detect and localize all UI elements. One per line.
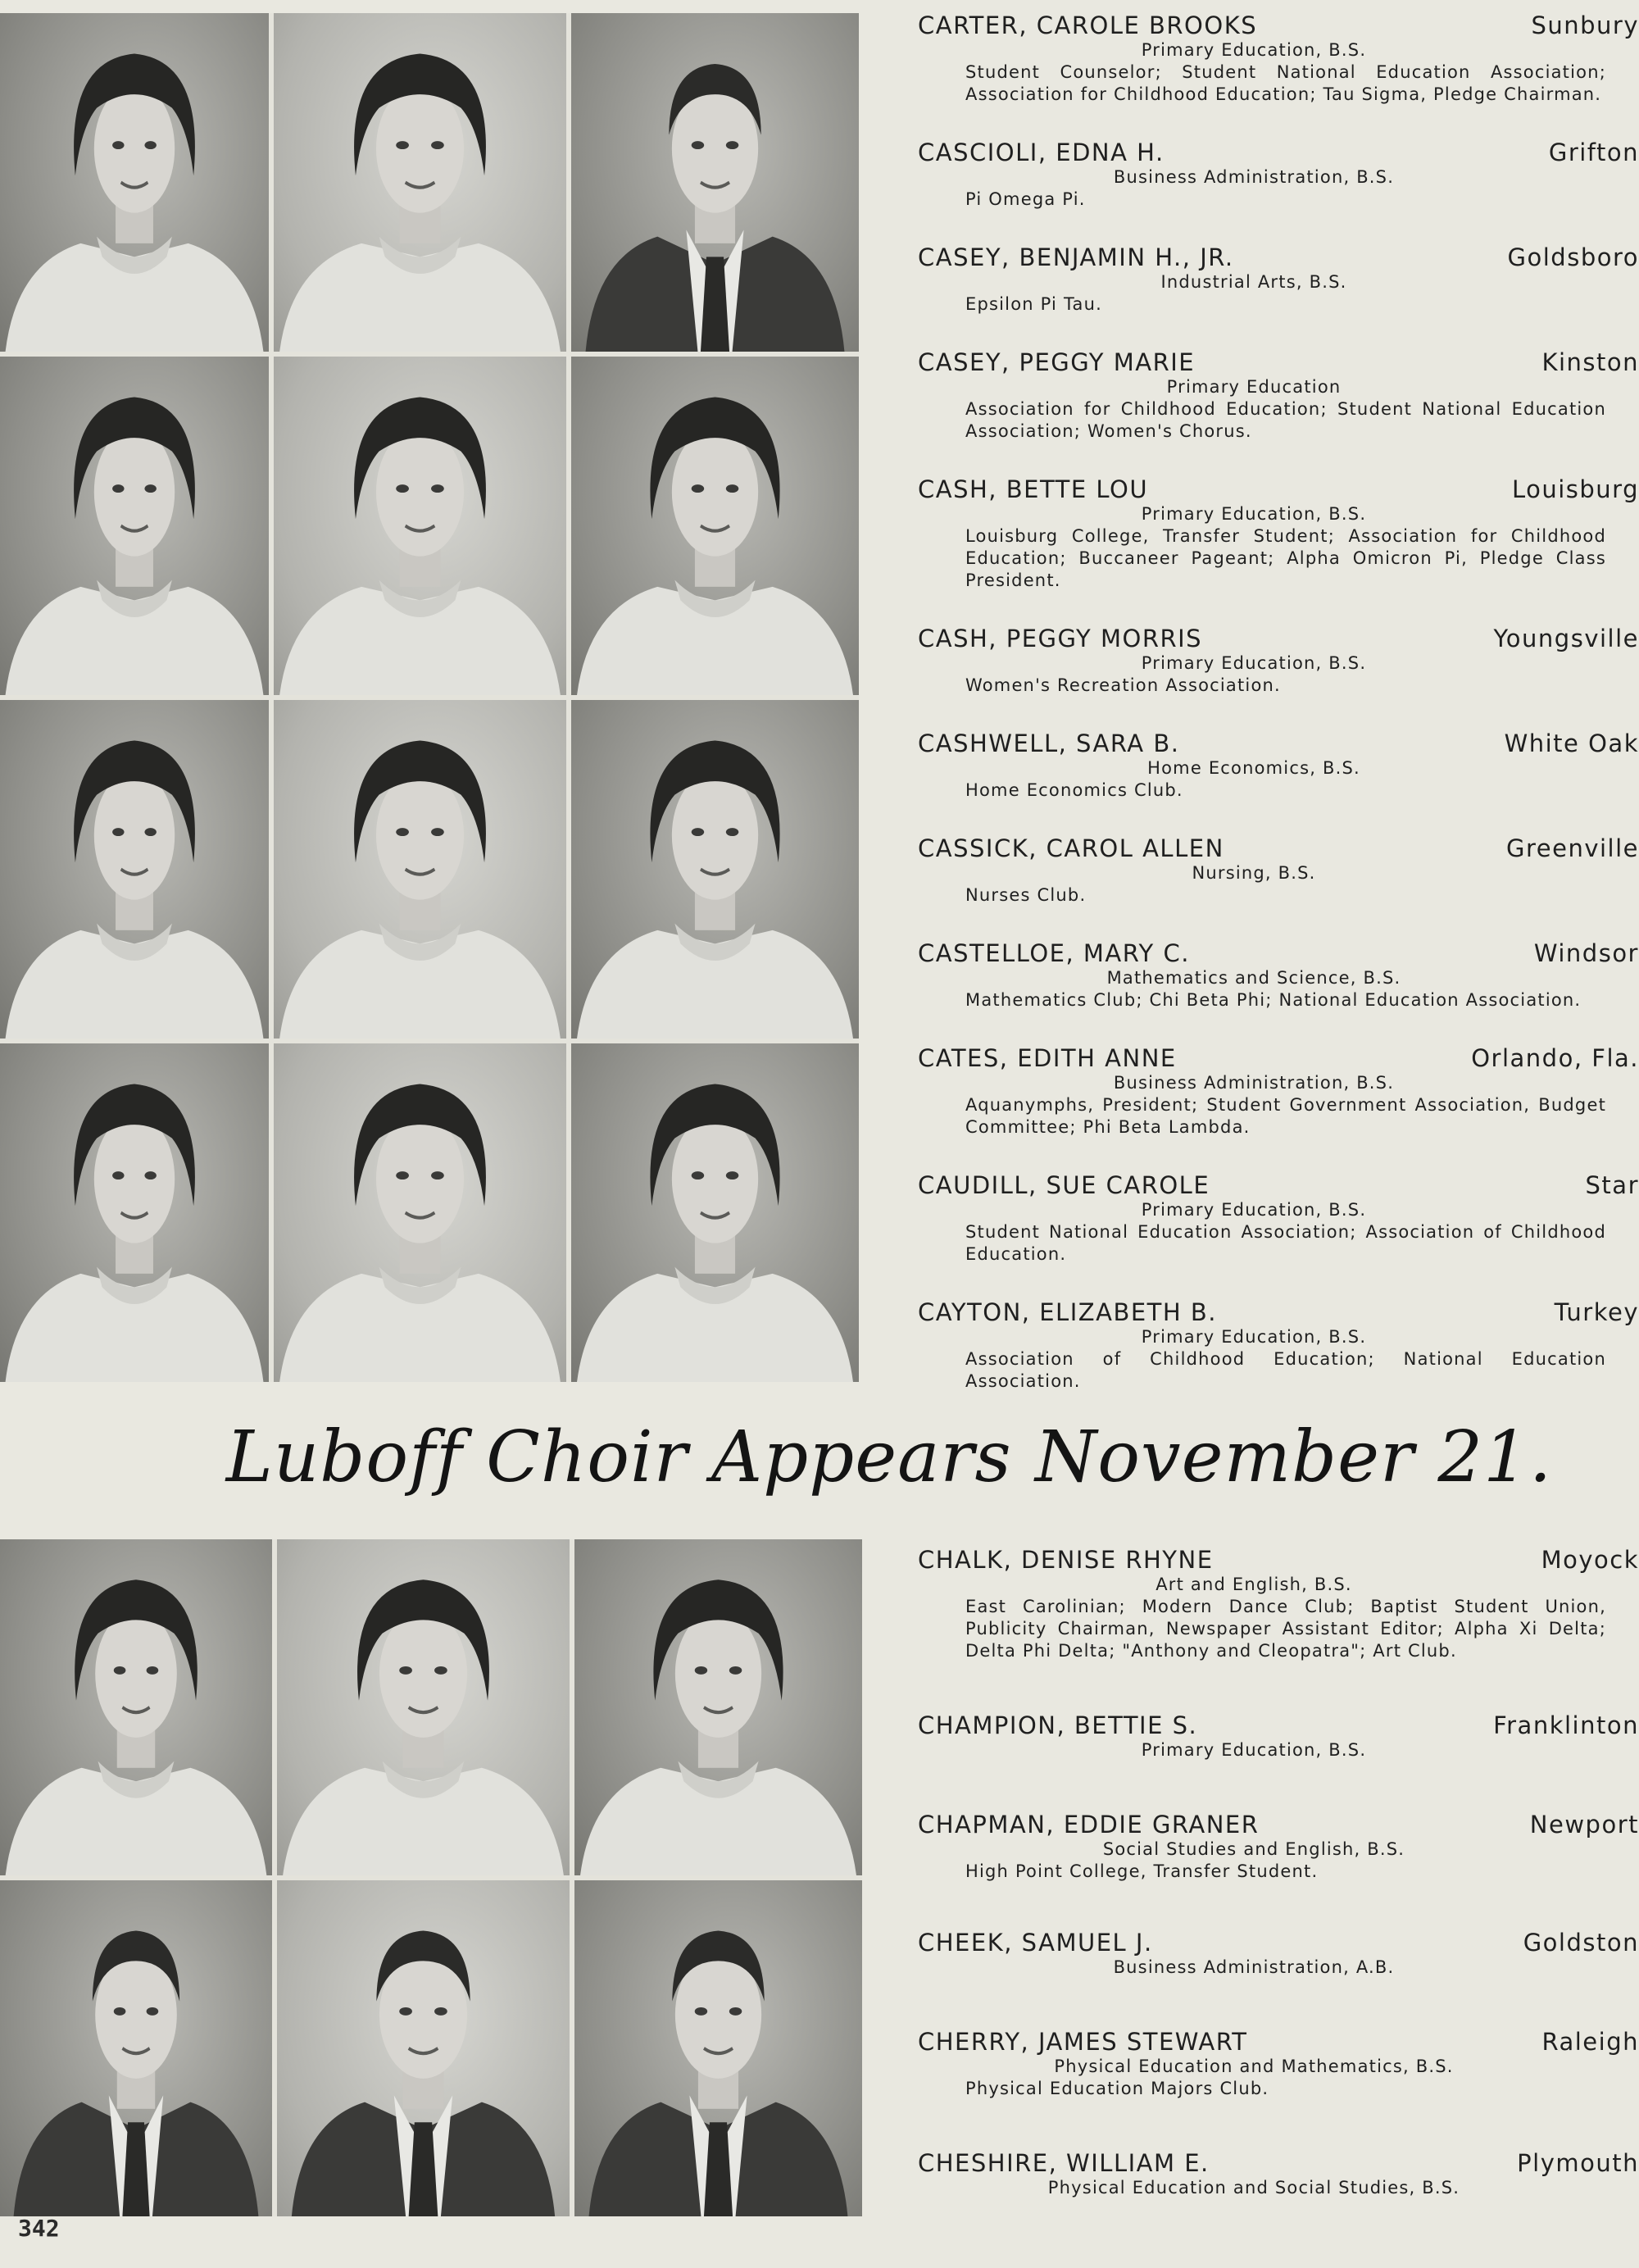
degree: Primary Education [1166,377,1342,397]
student-name: CASH, PEGGY MORRIS [918,625,1203,652]
student-entry [918,139,1639,211]
portrait-grid-top [0,13,859,1382]
entry-heading [918,625,1639,652]
hometown: Raleigh [1541,2028,1639,2056]
entry-heading [918,2149,1639,2177]
student-name: CASEY, BENJAMIN H., JR. [918,243,1234,271]
student-portrait [0,700,269,1039]
degree: Primary Education, B.S. [1141,40,1367,60]
activities: Aquanymphs, President; Student Government Association, Budget Committee; Phi Beta Lambda. [965,1095,1606,1137]
student-portrait [274,13,566,352]
student-entry [918,834,1639,907]
hometown: Goldston [1523,1929,1639,1957]
student-name: CASH, BETTE LOU [918,475,1149,503]
activities: Louisburg College, Transfer Student; Association for Childhood Education; Buccaneer Pageant; Alpha Omicron Pi, Pledge Class President. [965,526,1606,590]
hometown: Grifton [1548,139,1639,166]
student-entry [918,1298,1639,1393]
student-name: CASSICK, CAROL ALLEN [918,834,1224,862]
degree: Business Administration, A.B. [1113,1957,1395,1977]
student-name: CHERRY, JAMES STEWART [918,2028,1248,2056]
activities: Physical Education Majors Club. [965,2079,1269,2098]
hometown: Goldsboro [1507,243,1639,271]
hometown: Star [1585,1171,1639,1199]
student-name: CASEY, PEGGY MARIE [918,348,1196,376]
headline: Luboff Choir Appears November 21. [225,1416,1553,1498]
hometown: Youngsville [1493,625,1639,652]
hometown: Orlando, Fla. [1471,1044,1639,1072]
hometown: Plymouth [1517,2149,1639,2177]
entry-heading [918,1546,1639,1574]
student-entry [918,1171,1639,1266]
degree: Home Economics, B.S. [1147,758,1360,778]
student-name: CAYTON, ELIZABETH B. [918,1298,1218,1326]
entry-heading [918,1929,1639,1957]
hometown: Windsor [1533,939,1639,967]
degree: Primary Education, B.S. [1141,653,1367,673]
activities: Pi Omega Pi. [965,189,1086,209]
student-entry [918,729,1639,802]
activities: Nurses Club. [965,885,1087,905]
activities: Home Economics Club. [965,780,1183,800]
student-portrait [0,13,269,352]
student-name: CHEEK, SAMUEL J. [918,1929,1153,1957]
hometown: Greenville [1506,834,1639,862]
activities: Student National Education Association; Association of Childhood Education. [965,1222,1606,1264]
activities: Association of Childhood Education; National Education Association. [965,1349,1606,1391]
hometown: Newport [1529,1811,1639,1838]
student-entry [918,939,1639,1011]
student-entry [918,2028,1639,2100]
hometown: Sunbury [1531,11,1639,39]
student-entries-bottom [918,1546,1639,2199]
entry-heading [918,1171,1639,1199]
student-portrait [571,1043,859,1382]
activities: Association for Childhood Education; Student National Education Association; Women's Chorus. [965,399,1606,441]
degree: Primary Education, B.S. [1141,504,1367,524]
entry-heading [918,1711,1639,1739]
hometown: Moyock [1541,1546,1639,1574]
hometown: Franklinton [1493,1711,1639,1739]
hometown: White Oak [1504,729,1639,757]
student-name: CAUDILL, SUE CAROLE [918,1171,1210,1199]
student-entries-top [918,11,1639,1393]
student-portrait [0,357,269,695]
activities: Epsilon Pi Tau. [965,294,1102,314]
student-entry [918,11,1639,106]
degree: Nursing, B.S. [1192,863,1316,883]
student-portrait [571,700,859,1039]
student-entry [918,1546,1639,1662]
student-portrait [277,1539,570,1875]
hometown: Kinston [1541,348,1639,376]
activities: Women's Recreation Association. [965,675,1281,695]
student-entry [918,1929,1639,1979]
entry-heading [918,139,1639,166]
entry-heading [918,475,1639,503]
student-name: CASHWELL, SARA B. [918,729,1180,757]
student-name: CASCIOLI, EDNA H. [918,139,1165,166]
hometown: Louisburg [1511,475,1639,503]
degree: Primary Education, B.S. [1141,1200,1367,1220]
entry-heading [918,939,1639,967]
entry-heading [918,243,1639,271]
entry-heading [918,1811,1639,1838]
degree: Mathematics and Science, B.S. [1106,968,1401,988]
activities: High Point College, Transfer Student. [965,1861,1319,1881]
activities: Student Counselor; Student National Education Association; Association for Childhood Education; Tau Sigma, Pledge Chairman. [965,62,1606,104]
entry-heading [918,348,1639,376]
student-name: CHALK, DENISE RHYNE [918,1546,1214,1574]
entry-heading [918,2028,1639,2056]
student-portrait [0,1539,272,1875]
student-name: CATES, EDITH ANNE [918,1044,1177,1072]
activities: East Carolinian; Modern Dance Club; Baptist Student Union, Publicity Chairman, Newspaper Assistant Editor; Alpha Xi Delta; Delta Phi Delta; "Anthony and Cleopatra"; Art Club. [965,1597,1606,1661]
degree: Business Administration, B.S. [1113,1073,1395,1093]
student-portrait [574,1539,862,1875]
degree: Physical Education and Social Studies, B.S. [1047,2178,1460,2198]
degree: Industrial Arts, B.S. [1160,272,1347,292]
student-portrait [274,1043,566,1382]
student-name: CARTER, CAROLE BROOKS [918,11,1258,39]
entry-heading [918,729,1639,757]
student-portrait [0,1880,272,2216]
student-name: CHESHIRE, WILLIAM E. [918,2149,1210,2177]
student-entry [918,1044,1639,1139]
student-entry [918,1711,1639,1761]
activities: Mathematics Club; Chi Beta Phi; National Education Association. [965,990,1582,1010]
entry-heading [918,11,1639,39]
page-number: 342 [18,2215,60,2242]
student-entry [918,2149,1639,2199]
student-portrait [571,13,859,352]
portrait-grid-bottom [0,1539,862,2216]
entry-heading [918,1298,1639,1326]
entry-heading [918,1044,1639,1072]
student-name: CHAMPION, BETTIE S. [918,1711,1198,1739]
entry-heading [918,834,1639,862]
student-portrait [571,357,859,695]
student-name: CASTELLOE, MARY C. [918,939,1190,967]
student-portrait [0,1043,269,1382]
hometown: Turkey [1554,1298,1639,1326]
student-entry [918,625,1639,697]
student-entry [918,243,1639,316]
student-entry [918,348,1639,443]
degree: Business Administration, B.S. [1113,167,1395,187]
student-portrait [277,1880,570,2216]
student-portrait [274,357,566,695]
degree: Social Studies and English, B.S. [1102,1839,1405,1859]
degree: Primary Education, B.S. [1141,1740,1367,1760]
student-entry [918,1811,1639,1883]
student-portrait [574,1880,862,2216]
student-name: CHAPMAN, EDDIE GRANER [918,1811,1260,1838]
student-portrait [274,700,566,1039]
student-entry [918,475,1639,592]
degree: Physical Education and Mathematics, B.S. [1054,2057,1454,2076]
degree: Art and English, B.S. [1155,1575,1352,1594]
degree: Primary Education, B.S. [1141,1327,1367,1347]
